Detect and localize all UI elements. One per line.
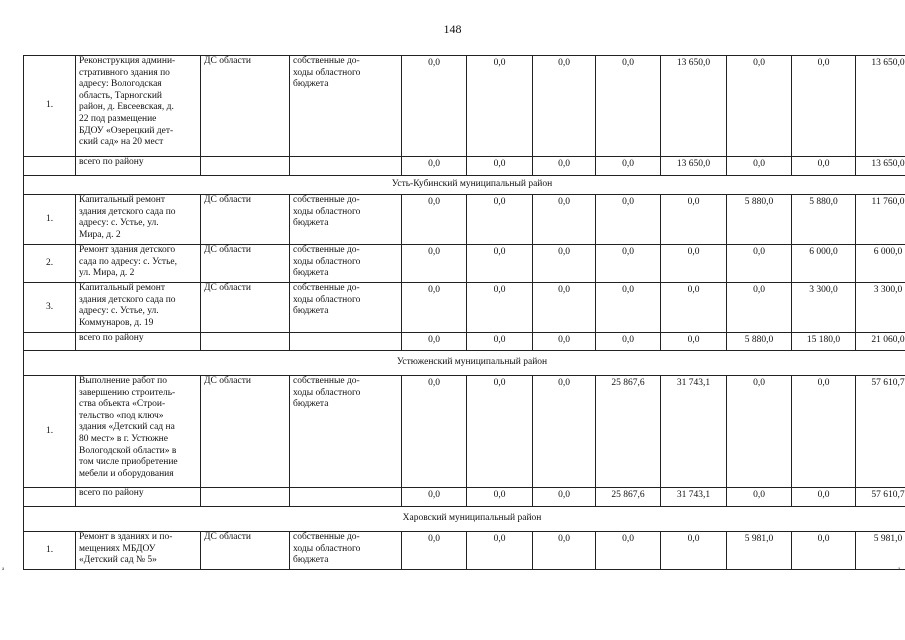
amount-cell: 11 760,0 — [856, 195, 905, 245]
row-number: 1. — [24, 532, 76, 570]
amount-cell: 0,0 — [533, 195, 596, 245]
amount-cell: 31 743,1 — [661, 376, 727, 488]
row-number: 3. — [24, 283, 76, 333]
row-number — [24, 157, 76, 176]
customer — [201, 333, 290, 351]
amount-cell: 0,0 — [533, 488, 596, 507]
amount-cell: 0,0 — [467, 283, 533, 333]
amount-cell: 0,0 — [467, 376, 533, 488]
funding-source: собственные до- ходы областного бюджета — [290, 532, 402, 570]
amount-cell: 3 300,0 — [856, 283, 905, 333]
project-name: Ремонт здания детского сада по адресу: с. Устье, ул. Мира, д. 2 — [76, 245, 201, 283]
amount-cell: 0,0 — [402, 56, 467, 157]
amount-cell: 0,0 — [792, 157, 856, 176]
amount-cell: 0,0 — [661, 195, 727, 245]
row-number — [24, 488, 76, 507]
project-name: Реконструкция админи- стративного здания по адресу: Вологодская область, Тарногский район, д. Евсеевская, д. 22 под размещение БДОУ «Озерецкий дет- ский сад» на 20 мест — [76, 56, 201, 157]
amount-cell: 13 650,0 — [856, 157, 905, 176]
funding-source: собственные до- ходы областного бюджета — [290, 376, 402, 488]
district-header-row — [24, 176, 905, 195]
amount-cell: 0,0 — [661, 532, 727, 570]
funding-source: собственные до- ходы областного бюджета — [290, 56, 402, 157]
table-row — [24, 376, 905, 488]
table-row — [24, 56, 905, 157]
amount-cell: 13 650,0 — [856, 56, 905, 157]
district-header-row — [24, 351, 905, 376]
total-label: всего по району — [76, 157, 201, 176]
row-number: 2. — [24, 245, 76, 283]
amount-cell: 0,0 — [467, 488, 533, 507]
amount-cell: 0,0 — [533, 333, 596, 351]
amount-cell: 0,0 — [533, 376, 596, 488]
amount-cell: 0,0 — [792, 488, 856, 507]
amount-cell: 0,0 — [596, 245, 661, 283]
amount-cell: 25 867,6 — [596, 376, 661, 488]
amount-cell: 0,0 — [467, 333, 533, 351]
table-row — [24, 195, 905, 245]
amount-cell: 21 060,0 — [856, 333, 905, 351]
amount-cell: 0,0 — [533, 532, 596, 570]
amount-cell: 0,0 — [596, 532, 661, 570]
amount-cell: 5 880,0 — [727, 333, 792, 351]
amount-cell: 13 650,0 — [661, 157, 727, 176]
customer — [201, 157, 290, 176]
total-label: всего по району — [76, 333, 201, 351]
row-number: 1. — [24, 195, 76, 245]
amount-cell: 13 650,0 — [661, 56, 727, 157]
amount-cell: 0,0 — [727, 283, 792, 333]
amount-cell: 57 610,7 — [856, 376, 905, 488]
amount-cell: 0,0 — [402, 532, 467, 570]
amount-cell: 0,0 — [596, 283, 661, 333]
project-name: Капитальный ремонт здания детского сада по адресу: с. Устье, ул. Коммунаров, д. 19 — [76, 283, 201, 333]
amount-cell: 0,0 — [402, 283, 467, 333]
district-total-row — [24, 157, 905, 176]
district-total-row — [24, 488, 905, 507]
total-label: всего по району — [76, 488, 201, 507]
row-number: 1. — [24, 376, 76, 488]
funding-source: собственные до- ходы областного бюджета — [290, 195, 402, 245]
customer: ДС области — [201, 532, 290, 570]
amount-cell: 0,0 — [661, 283, 727, 333]
amount-cell: 0,0 — [467, 195, 533, 245]
amount-cell: 0,0 — [402, 376, 467, 488]
funding-source: собственные до- ходы областного бюджета — [290, 283, 402, 333]
project-name: Капитальный ремонт здания детского сада по адресу: с. Устье, ул. Мира, д. 2 — [76, 195, 201, 245]
left-margin-marker: a — [2, 567, 5, 572]
amount-cell: 0,0 — [661, 245, 727, 283]
amount-cell: 0,0 — [661, 333, 727, 351]
amount-cell: 0,0 — [402, 245, 467, 283]
row-number — [24, 333, 76, 351]
amount-cell: 0,0 — [533, 56, 596, 157]
amount-cell: 5 981,0 — [856, 532, 905, 570]
customer: ДС области — [201, 283, 290, 333]
customer — [201, 488, 290, 507]
table-body — [24, 56, 905, 570]
amount-cell: 0,0 — [533, 245, 596, 283]
amount-cell: 0,0 — [402, 333, 467, 351]
customer: ДС области — [201, 376, 290, 488]
amount-cell: 0,0 — [596, 157, 661, 176]
funding-source — [290, 333, 402, 351]
amount-cell: 0,0 — [402, 157, 467, 176]
funding-source — [290, 157, 402, 176]
amount-cell: 0,0 — [402, 195, 467, 245]
district-total-row — [24, 333, 905, 351]
amount-cell: 5 981,0 — [727, 532, 792, 570]
amount-cell: 0,0 — [792, 532, 856, 570]
budget-table — [23, 55, 905, 570]
page-number: 148 — [443, 22, 462, 36]
amount-cell: 15 180,0 — [792, 333, 856, 351]
customer: ДС области — [201, 56, 290, 157]
amount-cell: 0,0 — [402, 488, 467, 507]
district-title: Устюженский муниципальный район — [24, 351, 905, 376]
amount-cell: 6 000,0 — [792, 245, 856, 283]
amount-cell: 0,0 — [727, 488, 792, 507]
amount-cell: 0,0 — [727, 157, 792, 176]
table-row — [24, 532, 905, 570]
amount-cell: 0,0 — [596, 195, 661, 245]
funding-source: собственные до- ходы областного бюджета — [290, 245, 402, 283]
amount-cell: 0,0 — [467, 532, 533, 570]
amount-cell: 0,0 — [467, 245, 533, 283]
amount-cell: 3 300,0 — [792, 283, 856, 333]
amount-cell: 0,0 — [533, 157, 596, 176]
district-header-row — [24, 507, 905, 532]
amount-cell: 0,0 — [727, 56, 792, 157]
amount-cell: 0,0 — [596, 333, 661, 351]
amount-cell: 31 743,1 — [661, 488, 727, 507]
right-margin-marker: a — [898, 567, 901, 572]
amount-cell: 0,0 — [727, 376, 792, 488]
amount-cell: 6 000,0 — [856, 245, 905, 283]
amount-cell: 0,0 — [467, 56, 533, 157]
customer: ДС области — [201, 245, 290, 283]
amount-cell: 57 610,7 — [856, 488, 905, 507]
amount-cell: 0,0 — [727, 245, 792, 283]
amount-cell: 5 880,0 — [792, 195, 856, 245]
amount-cell: 0,0 — [792, 56, 856, 157]
row-number: 1. — [24, 56, 76, 157]
district-title: Усть-Кубинский муниципальный район — [24, 176, 905, 195]
amount-cell: 0,0 — [467, 157, 533, 176]
funding-source — [290, 488, 402, 507]
table-row — [24, 245, 905, 283]
project-name: Выполнение работ по завершению строитель- ства объекта «Строи- тельство «под ключ» здания «Детский сад на 80 мест» в г. Устюжне Вологодской области» в том числе приобретение мебели и оборудования — [76, 376, 201, 488]
amount-cell: 0,0 — [792, 376, 856, 488]
amount-cell: 0,0 — [533, 283, 596, 333]
district-title: Харовский муниципальный район — [24, 507, 905, 532]
amount-cell: 5 880,0 — [727, 195, 792, 245]
amount-cell: 25 867,6 — [596, 488, 661, 507]
customer: ДС области — [201, 195, 290, 245]
table-row — [24, 283, 905, 333]
amount-cell: 0,0 — [596, 56, 661, 157]
project-name: Ремонт в зданиях и по- мещениях МБДОУ «Детский сад № 5» — [76, 532, 201, 570]
